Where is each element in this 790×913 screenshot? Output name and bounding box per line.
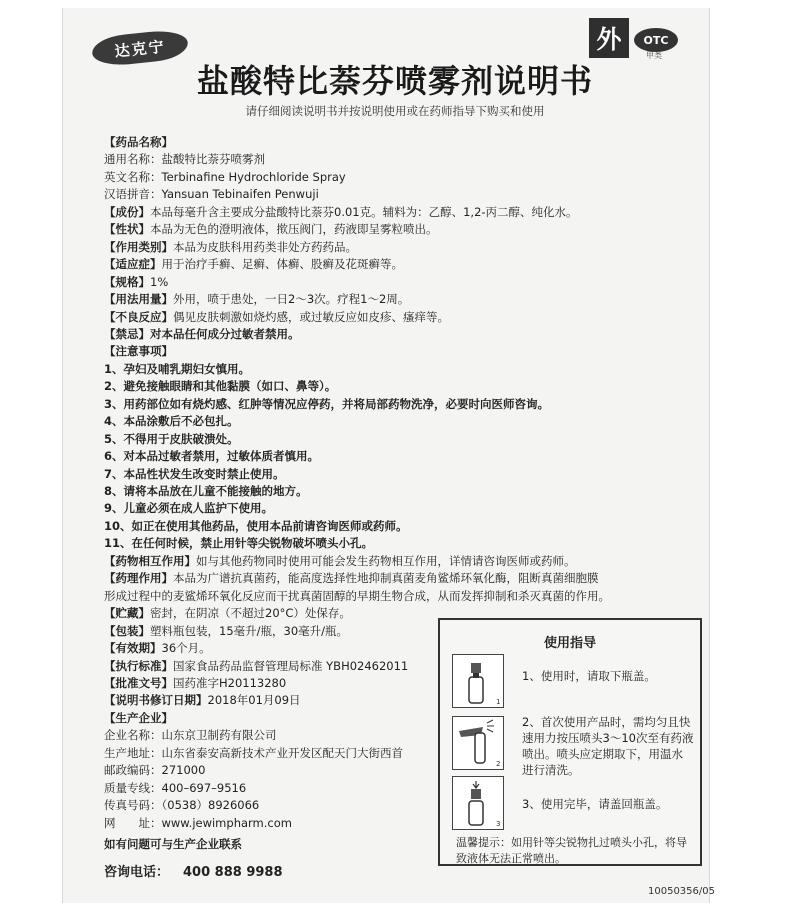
- leaflet-line: [104, 378, 336, 395]
- leaflet-line: [104, 134, 173, 151]
- leaflet-line: [104, 239, 357, 256]
- consult-label: 咨询电话：: [104, 865, 170, 880]
- line-label: 通用名称：: [104, 152, 162, 166]
- leaflet-line: [104, 151, 265, 168]
- line-text: 本品为无色的澄明液体，揿压阀门，药液即呈雾粒喷出。: [150, 222, 438, 236]
- leaflet-line: [104, 396, 549, 413]
- leaflet-line: [104, 204, 578, 221]
- consult-number: 400 888 9988: [183, 865, 283, 880]
- usage-guide-box: [438, 618, 702, 866]
- leaflet-line: [104, 605, 351, 622]
- line-text: 山东京卫制药有限公司: [161, 728, 277, 742]
- line-label: 【说明书修订日期】: [104, 693, 208, 707]
- step-3-text: 3、使用完毕，请盖回瓶盖。: [522, 797, 668, 811]
- line-text: 271000: [161, 763, 206, 777]
- leaflet-line: [104, 640, 211, 657]
- line-label: 【有效期】: [104, 641, 162, 655]
- line-text: 7、本品性状发生改变时禁止使用。: [104, 467, 285, 481]
- line-text: 国药准字H20113280: [173, 676, 287, 690]
- line-label: 【注意事项】: [104, 344, 173, 358]
- line-label: 质量专线：: [104, 781, 162, 795]
- line-text: Terbinafine Hydrochloride Spray: [161, 170, 346, 184]
- leaflet-line: [104, 762, 205, 779]
- line-label: 【规格】: [104, 275, 150, 289]
- leaflet-line: [104, 692, 301, 709]
- line-label: 【适应症】: [104, 257, 162, 271]
- leaflet-line: [104, 169, 346, 186]
- leaflet-line: [104, 291, 409, 308]
- usage-guide-title: 使用指导: [543, 636, 596, 651]
- line-text: 10、如正在使用其他药品，使用本品前请咨询医师或药师。: [104, 519, 408, 533]
- line-text: 山东省泰安高新技术产业开发区配天门大街西首: [161, 746, 403, 760]
- line-label: 生产地址：: [104, 746, 162, 760]
- line-label: 【贮藏】: [104, 606, 150, 620]
- external-use-mark: 外: [589, 18, 629, 58]
- line-text: 8、请将本品放在儿童不能接触的地方。: [104, 484, 308, 498]
- line-text: 11、在任何时候，禁止用针等尖锐物破坏喷头小孔。: [104, 536, 374, 550]
- leaflet-line: [104, 518, 408, 535]
- document-subtitle: 请仔细阅读说明书并按说明使用或在药师指导下购买和使用: [245, 104, 545, 118]
- leaflet-line: [104, 221, 438, 238]
- step-2-number: 2: [496, 760, 501, 768]
- usage-tip: 温馨提示：如用针等尖锐物扎过喷头小孔，将导致液体无法正常喷出。: [456, 836, 687, 865]
- leaflet-line: [104, 413, 239, 430]
- line-text: 3、用药部位如有烧灼感、红肿等情况应停药，并将局部药物洗净，必要时向医师咨询。: [104, 397, 549, 411]
- line-text: 本品每毫升含主要成分盐酸特比萘芬0.01克。辅料为：乙醇、1,2-丙二醇、纯化水。: [150, 205, 578, 219]
- line-text: 形成过程中的麦鲨烯环氧化反应而干扰真菌固醇的早期生物合成，从而发挥抑制和杀灭真菌的作用。: [104, 589, 610, 603]
- step-3-illustration: [452, 776, 504, 830]
- leaflet-line: [104, 431, 239, 448]
- leaflet-line: [104, 256, 403, 273]
- line-text: 如与其他药物同时使用可能会发生药物相互作用，详情请咨询医师或药师。: [196, 554, 576, 568]
- leaflet-line: [104, 675, 286, 692]
- line-label: 【药理作用】: [104, 571, 173, 585]
- line-text: 外用，喷于患处，一日2～3次。疗程1～2周。: [173, 292, 410, 306]
- leaflet-line: [104, 780, 246, 797]
- step-2-illustration: [452, 716, 504, 770]
- leaflet-line: [104, 797, 259, 814]
- line-text: 2、避免接触眼睛和其他黏膜（如口、鼻等）。: [104, 379, 337, 393]
- line-label: 【成份】: [104, 205, 150, 219]
- step-1-number: 1: [496, 698, 501, 706]
- leaflet-line: [104, 466, 285, 483]
- line-label: 【包装】: [104, 624, 150, 638]
- line-text: 盐酸特比萘芬喷雾剂: [161, 152, 265, 166]
- line-text: Yansuan Tebinaifen Penwuji: [161, 187, 319, 201]
- line-text: 对本品任何成分过敏者禁用。: [150, 327, 300, 341]
- step-2-text: 2、首次使用产品时，需均匀且快速用力按压喷头3～10次至有药液喷出。喷头应定期取下，用温水进行清洗。: [522, 715, 694, 777]
- step-1-illustration: [452, 654, 504, 708]
- line-text: 9、儿童必须在成人监护下使用。: [104, 501, 273, 515]
- line-text: 36个月。: [161, 641, 211, 655]
- leaflet-line: [104, 483, 308, 500]
- leaflet-line: [104, 326, 300, 343]
- line-text: 本品为广谱抗真菌药，能高度选择性地抑制真菌麦角鲨烯环氧化酶，阻断真菌细胞膜: [173, 571, 599, 585]
- line-label: 邮政编码：: [104, 763, 162, 777]
- leaflet-line: [104, 535, 373, 552]
- leaflet-line: [104, 588, 610, 605]
- line-text: 1、孕妇及哺乳期妇女慎用。: [104, 362, 251, 376]
- line-label: 【批准文号】: [104, 676, 173, 690]
- line-text: 2018年01月09日: [207, 693, 301, 707]
- line-text: 塑料瓶包装，15毫升/瓶，30毫升/瓶。: [150, 624, 349, 638]
- line-text: 国家食品药品监督管理局标准 YBH02462011: [173, 659, 409, 673]
- line-label: 【生产企业】: [104, 711, 173, 725]
- leaflet-line: [104, 343, 173, 360]
- line-text: www.jewimpharm.com: [161, 816, 292, 830]
- leaflet-line: [104, 836, 242, 853]
- line-text: （0538）8926066: [161, 798, 260, 812]
- line-text: 400–697–9516: [161, 781, 247, 795]
- line-label: 传真号码：: [104, 798, 162, 812]
- document-title: 盐酸特比萘芬喷雾剂说明书: [196, 62, 593, 100]
- leaflet-line: [104, 274, 168, 291]
- line-text: 4、本品涂敷后不必包扎。: [104, 414, 239, 428]
- line-label: 【药品名称】: [104, 135, 173, 149]
- line-text: 5、不得用于皮肤破溃处。: [104, 432, 239, 446]
- leaflet-line: [104, 710, 173, 727]
- leaflet-line: [104, 623, 348, 640]
- otc-class-label: 甲类: [646, 51, 662, 60]
- leaflet-line: [104, 815, 292, 832]
- line-label: 网 址：: [104, 816, 162, 830]
- leaflet-line: [104, 448, 319, 465]
- document-code: 10050356/05: [648, 886, 715, 897]
- step-3-number: 3: [496, 820, 501, 828]
- line-text: 偶见皮肤刺激如烧灼感，或过敏反应如皮疹、瘙痒等。: [173, 310, 449, 324]
- leaflet-line: [104, 727, 277, 744]
- line-label: 企业名称：: [104, 728, 162, 742]
- leaflet-line: [104, 186, 319, 203]
- line-text: 本品为皮肤科用药类非处方药药品。: [173, 240, 357, 254]
- line-label: 【作用类别】: [104, 240, 173, 254]
- line-label: 【禁忌】: [104, 327, 150, 341]
- leaflet-line: [104, 745, 403, 762]
- line-label: 【执行标准】: [104, 659, 173, 673]
- line-label: 【不良反应】: [104, 310, 173, 324]
- line-text: 1%: [150, 275, 169, 289]
- line-label: 【药物相互作用】: [104, 554, 196, 568]
- step-1-text: 1、使用时，请取下瓶盖。: [522, 669, 656, 683]
- leaflet-line: [104, 553, 576, 570]
- brand-logo: 达克宁: [91, 28, 190, 68]
- line-label: 【性状】: [104, 222, 150, 236]
- line-text: 密封，在阴凉（不超过20°C）处保存。: [150, 606, 351, 620]
- otc-badge: OTC: [634, 28, 678, 52]
- line-label: 汉语拼音：: [104, 187, 162, 201]
- line-text: 用于治疗手癣、足癣、体癣、股癣及花斑癣等。: [161, 257, 403, 271]
- consult-phone: [104, 864, 283, 881]
- leaflet-line: [104, 570, 599, 587]
- leaflet-line: [104, 309, 449, 326]
- line-text: 如有问题可与生产企业联系: [104, 837, 242, 851]
- leaflet-line: [104, 361, 250, 378]
- line-label: 【用法用量】: [104, 292, 173, 306]
- line-text: 6、对本品过敏者禁用，过敏体质者慎用。: [104, 449, 319, 463]
- leaflet-line: [104, 658, 408, 675]
- leaflet-line: [104, 500, 273, 517]
- line-label: 英文名称：: [104, 170, 162, 184]
